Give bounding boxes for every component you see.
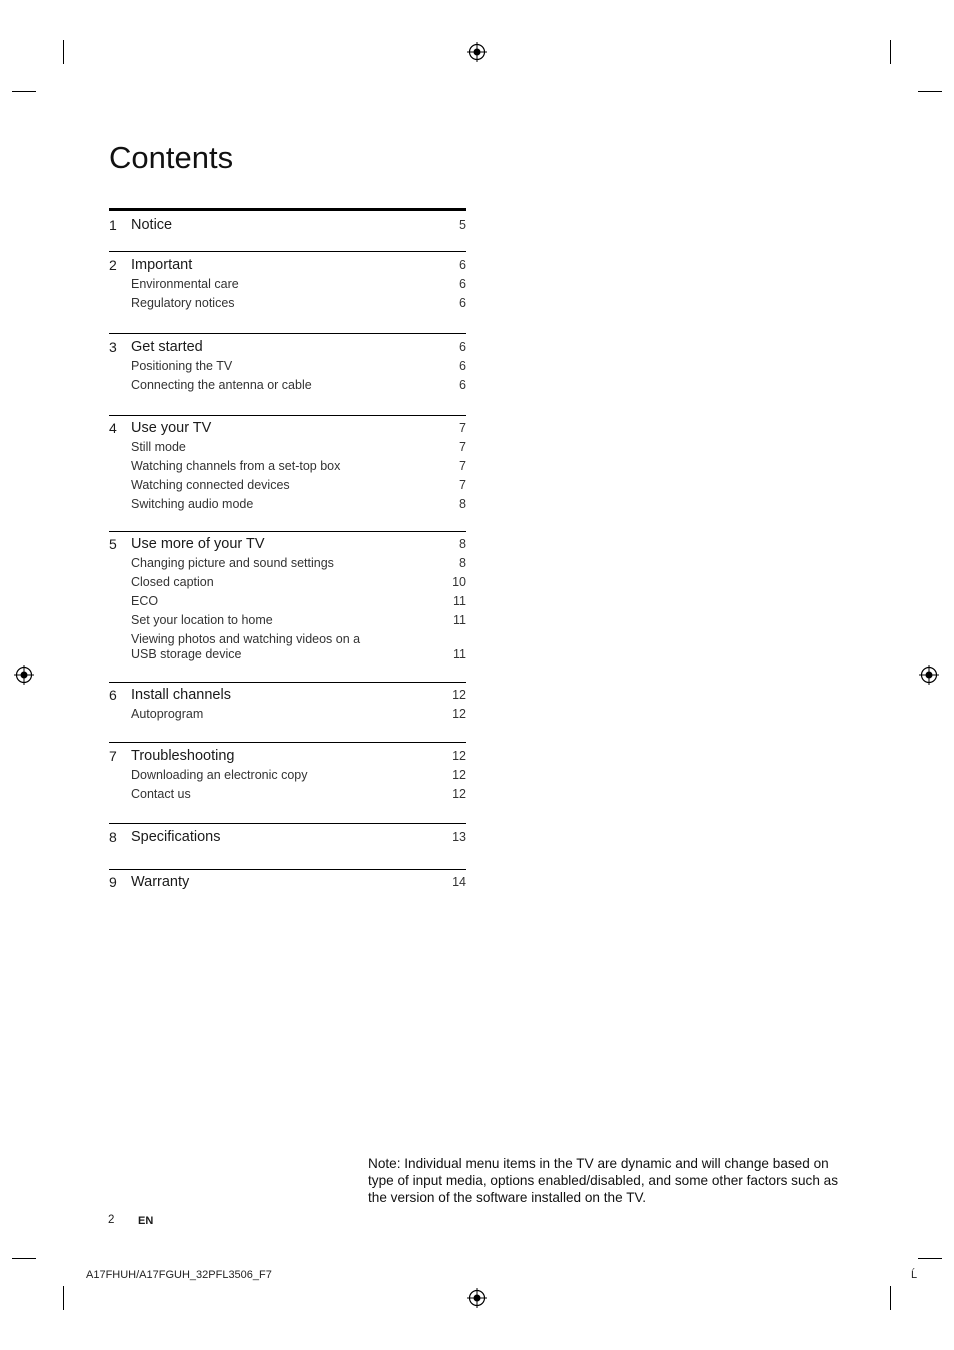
toc-chapter-row[interactable] <box>109 873 466 892</box>
toc-subsection-row[interactable] <box>109 495 466 514</box>
toc-subsection-row[interactable] <box>109 573 466 592</box>
toc-chapter-row[interactable] <box>109 338 466 357</box>
toc-subsection-title: Environmental care <box>131 277 239 291</box>
language-code: EN <box>138 1215 154 1227</box>
toc-subsection-title: Viewing photos and watching videos on a USB storage device <box>131 632 361 661</box>
toc-chapter-title: Notice <box>131 217 173 233</box>
toc-page-number: 6 <box>459 296 466 310</box>
toc-subsection-row[interactable] <box>109 705 466 724</box>
toc-page-number: 7 <box>459 421 466 435</box>
toc-subsection-row[interactable] <box>109 785 466 804</box>
toc-section <box>109 869 466 896</box>
toc-subsection-title: Set your location to home <box>131 613 273 627</box>
toc-page-number: 7 <box>459 440 466 454</box>
toc-page-number: 6 <box>459 340 466 354</box>
toc-chapter-title: Install channels <box>131 687 231 703</box>
crop-mark <box>890 40 891 64</box>
toc-subsection-title: Closed caption <box>131 575 214 589</box>
toc-section <box>109 208 466 251</box>
toc-page-number: 12 <box>452 688 466 702</box>
toc-page-number: 8 <box>459 556 466 570</box>
toc-subsection-row[interactable] <box>109 554 466 573</box>
crop-mark <box>918 91 942 92</box>
toc-page-number: 11 <box>453 613 466 627</box>
page-number: 2 <box>108 1214 115 1226</box>
toc-section <box>109 415 466 531</box>
toc-chapter-number: 2 <box>109 257 117 273</box>
toc-section <box>109 333 466 415</box>
registration-mark-icon <box>467 42 487 62</box>
toc-subsection-row[interactable] <box>109 611 466 630</box>
toc-page-number: 12 <box>452 707 466 721</box>
toc-subsection-title: Watching channels from a set-top box <box>131 459 341 473</box>
crop-mark <box>890 1286 891 1310</box>
toc-section <box>109 682 466 742</box>
toc-subsection-title: Still mode <box>131 440 186 454</box>
model-code: A17FHUH/A17FGUH_32PFL3506_F7 <box>86 1269 272 1281</box>
toc-page-number: 13 <box>452 830 466 844</box>
toc-chapter-row[interactable] <box>109 535 466 554</box>
toc-chapter-row[interactable] <box>109 216 466 235</box>
toc-subsection-title: Positioning the TV <box>131 359 233 373</box>
toc-page-number: 5 <box>459 218 466 232</box>
toc-subsection-title: Changing picture and sound settings <box>131 556 334 570</box>
toc-page-number: 12 <box>452 787 466 801</box>
registration-mark-icon <box>919 665 939 685</box>
toc-page-number: 11 <box>453 594 466 608</box>
toc-subsection-title: Switching audio mode <box>131 497 254 511</box>
toc-chapter-title: Use more of your TV <box>131 536 265 552</box>
toc-chapter-number: 7 <box>109 748 117 764</box>
toc-page-number: 6 <box>459 277 466 291</box>
toc-subsection-row[interactable] <box>109 438 466 457</box>
crop-mark <box>63 40 64 64</box>
toc-subsection-row[interactable] <box>109 357 466 376</box>
toc-subsection-title: Contact us <box>131 787 191 801</box>
note-text: Note: Individual menu items in the TV are dynamic and will change based on type of input media, options enabled/disabled, and some other factors such as the version of the software installed on the TV. <box>368 1156 839 1205</box>
toc-page-number: 6 <box>459 378 466 392</box>
page-title: Contents <box>109 140 234 175</box>
toc-chapter-title: Important <box>131 257 193 273</box>
toc-page-number: 6 <box>459 359 466 373</box>
toc-chapter-row[interactable] <box>109 256 466 275</box>
toc-chapter-number: 1 <box>109 217 117 233</box>
toc-page-number: 7 <box>459 478 466 492</box>
toc-subsection-row[interactable] <box>109 376 466 395</box>
toc-chapter-number: 9 <box>109 874 117 890</box>
toc-chapter-row[interactable] <box>109 686 466 705</box>
toc-chapter-number: 8 <box>109 829 117 845</box>
table-of-contents <box>109 208 466 896</box>
toc-subsection-title: Downloading an electronic copy <box>131 768 308 782</box>
toc-chapter-title: Specifications <box>131 829 221 845</box>
toc-subsection-row[interactable] <box>109 476 466 495</box>
toc-subsection-title: ECO <box>131 594 159 608</box>
toc-chapter-number: 5 <box>109 536 117 552</box>
toc-page-number: 11 <box>453 647 466 661</box>
toc-page-number: 8 <box>459 537 466 551</box>
toc-chapter-number: 4 <box>109 420 117 436</box>
toc-chapter-row[interactable] <box>109 747 466 766</box>
crop-mark <box>12 91 36 92</box>
toc-page-number: 14 <box>452 875 466 889</box>
toc-page-number: 12 <box>452 768 466 782</box>
registration-mark-icon <box>467 1288 487 1308</box>
toc-subsection-row[interactable] <box>109 457 466 476</box>
toc-page-number: 12 <box>452 749 466 763</box>
toc-section <box>109 251 466 333</box>
toc-chapter-title: Use your TV <box>131 420 212 436</box>
toc-subsection-title: Connecting the antenna or cable <box>131 378 312 392</box>
toc-page-number: 10 <box>452 575 466 589</box>
crop-mark <box>918 1258 942 1259</box>
toc-subsection-title: Watching connected devices <box>131 478 290 492</box>
registration-mark-icon <box>14 665 34 685</box>
toc-subsection-title: Autoprogram <box>131 707 204 721</box>
crop-mark <box>63 1286 64 1310</box>
toc-page-number: 8 <box>459 497 466 511</box>
toc-subsection-row[interactable] <box>109 592 466 611</box>
toc-chapter-row[interactable] <box>109 419 466 438</box>
toc-page-number: 7 <box>459 459 466 473</box>
toc-subsection-row[interactable] <box>109 630 466 664</box>
toc-chapter-title: Warranty <box>131 874 190 890</box>
toc-subsection-row[interactable] <box>109 294 466 313</box>
toc-chapter-number: 3 <box>109 339 117 355</box>
toc-chapter-title: Troubleshooting <box>131 748 235 764</box>
toc-chapter-row[interactable] <box>109 828 466 847</box>
toc-section <box>109 742 466 823</box>
toc-page-number: 6 <box>459 258 466 272</box>
crop-mark <box>12 1258 36 1259</box>
toc-section <box>109 531 466 682</box>
toc-chapter-number: 6 <box>109 687 117 703</box>
toc-subsection-title: Regulatory notices <box>131 296 235 310</box>
toc-subsection-row[interactable] <box>109 275 466 294</box>
toc-chapter-title: Get started <box>131 339 203 355</box>
toc-section <box>109 823 466 869</box>
toc-subsection-row[interactable] <box>109 766 466 785</box>
edge-fragment: Ĺ <box>911 1269 918 1281</box>
